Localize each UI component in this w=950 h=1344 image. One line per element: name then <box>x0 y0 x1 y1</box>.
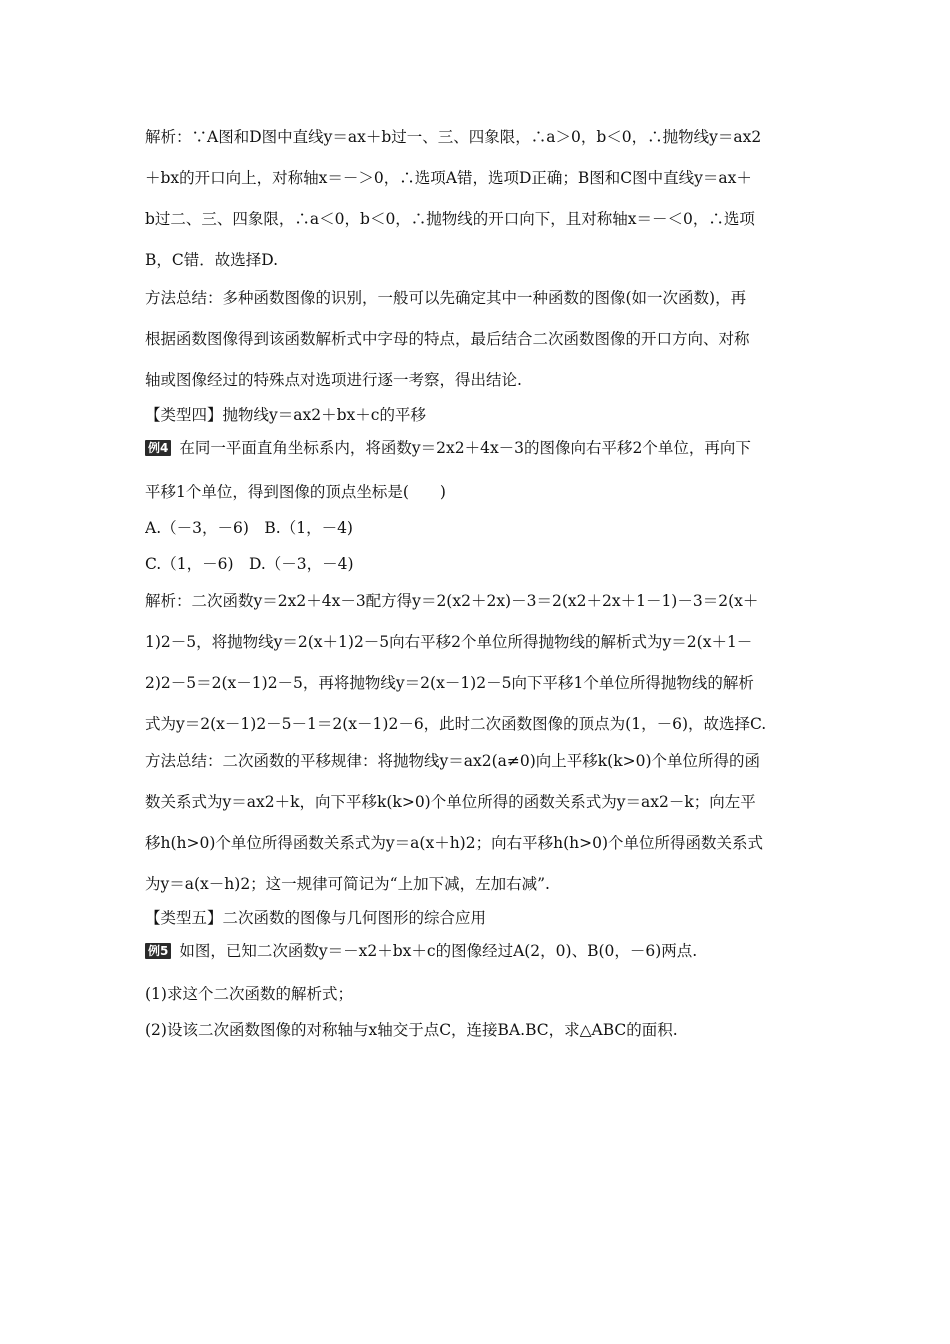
summary2-line-4: 为y＝a(x－h)2；这一规律可简记为“上加下减，左加右减”. <box>145 875 550 893</box>
example5-question-line <box>145 941 810 961</box>
example5-part-1: (1)求这个二次函数的解析式； <box>145 985 353 1003</box>
analysis-line-4: B，C错．故选择D. <box>145 251 279 269</box>
example4-options-ab: A.（－3，－6) B.（1，－4) <box>145 519 353 537</box>
section-heading-type4: 【类型四】抛物线y＝ax2＋bx＋c的平移 <box>145 406 426 424</box>
analysis-line-2: ＋bx的开口向上，对称轴x＝－＞0，∴选项A错，选项D正确；B图和C图中直线y＝ax＋ <box>145 169 752 187</box>
summary-line-2: 根据函数图像得到该函数解析式中字母的特点，最后结合二次函数图像的开口方向、对称 <box>145 330 750 348</box>
analysis2-line-3: 2)2－5＝2(x－1)2－5，再将抛物线y＝2(x－1)2－5向下平移1个单位所得抛物线的解析 <box>145 674 754 692</box>
example4-question-line-1 <box>145 438 810 458</box>
summary2-line-3: 移h(h>0)个单位所得函数关系式为y＝a(x＋h)2；向右平移h(h>0)个单位所得函数关系式 <box>145 834 763 852</box>
summary2-line-2: 数关系式为y＝ax2＋k，向下平移k(k>0)个单位所得的函数关系式为y＝ax2－k；向左平 <box>145 793 756 811</box>
example4-badge: 例4 <box>145 440 171 456</box>
example5-badge: 例5 <box>145 943 171 959</box>
analysis2-line-2: 1)2－5，将抛物线y＝2(x＋1)2－5向右平移2个单位所得抛物线的解析式为y＝2(x＋1－ <box>145 633 753 651</box>
analysis-line-3: b过二、三、四象限，∴a＜0，b＜0，∴抛物线的开口向下，且对称轴x＝－＜0，∴选项 <box>145 210 755 228</box>
example5-part-2: (2)设该二次函数图像的对称轴与x轴交于点C，连接BA.BC，求△ABC的面积. <box>145 1021 678 1039</box>
summary-line-1: 方法总结：多种函数图像的识别，一般可以先确定其中一种函数的图像(如一次函数)，再 <box>145 289 747 307</box>
example4-question-text: 在同一平面直角坐标系内，将函数y＝2x2＋4x－3的图像向右平移2个单位，再向下 <box>179 439 751 457</box>
example4-options-cd: C.（1，－6) D.（－3，－4) <box>145 555 354 573</box>
example5-question-text: 如图，已知二次函数y＝－x2＋bx＋c的图像经过A(2，0)、B(0，－6)两点. <box>179 942 698 960</box>
summary2-line-1: 方法总结：二次函数的平移规律：将抛物线y＝ax2(a≠0)向上平移k(k>0)个单位所得的函 <box>145 752 761 770</box>
analysis2-line-4: 式为y＝2(x－1)2－5－1＝2(x－1)2－6，此时二次函数图像的顶点为(1，－6)，故选择C. <box>145 715 767 733</box>
analysis-line-1: 解析：∵A图和D图中直线y＝ax＋b过一、三、四象限，∴a＞0，b＜0，∴抛物线y＝ax2 <box>145 128 762 146</box>
analysis2-line-1: 解析：二次函数y＝2x2＋4x－3配方得y＝2(x2＋2x)－3＝2(x2＋2x＋1－1)－3＝2(x＋ <box>145 592 759 610</box>
section-heading-type5: 【类型五】二次函数的图像与几何图形的综合应用 <box>145 909 487 927</box>
example4-question-line-2: 平移1个单位，得到图像的顶点坐标是( ) <box>145 483 446 501</box>
summary-line-3: 轴或图像经过的特殊点对选项进行逐一考察，得出结论. <box>145 371 522 389</box>
